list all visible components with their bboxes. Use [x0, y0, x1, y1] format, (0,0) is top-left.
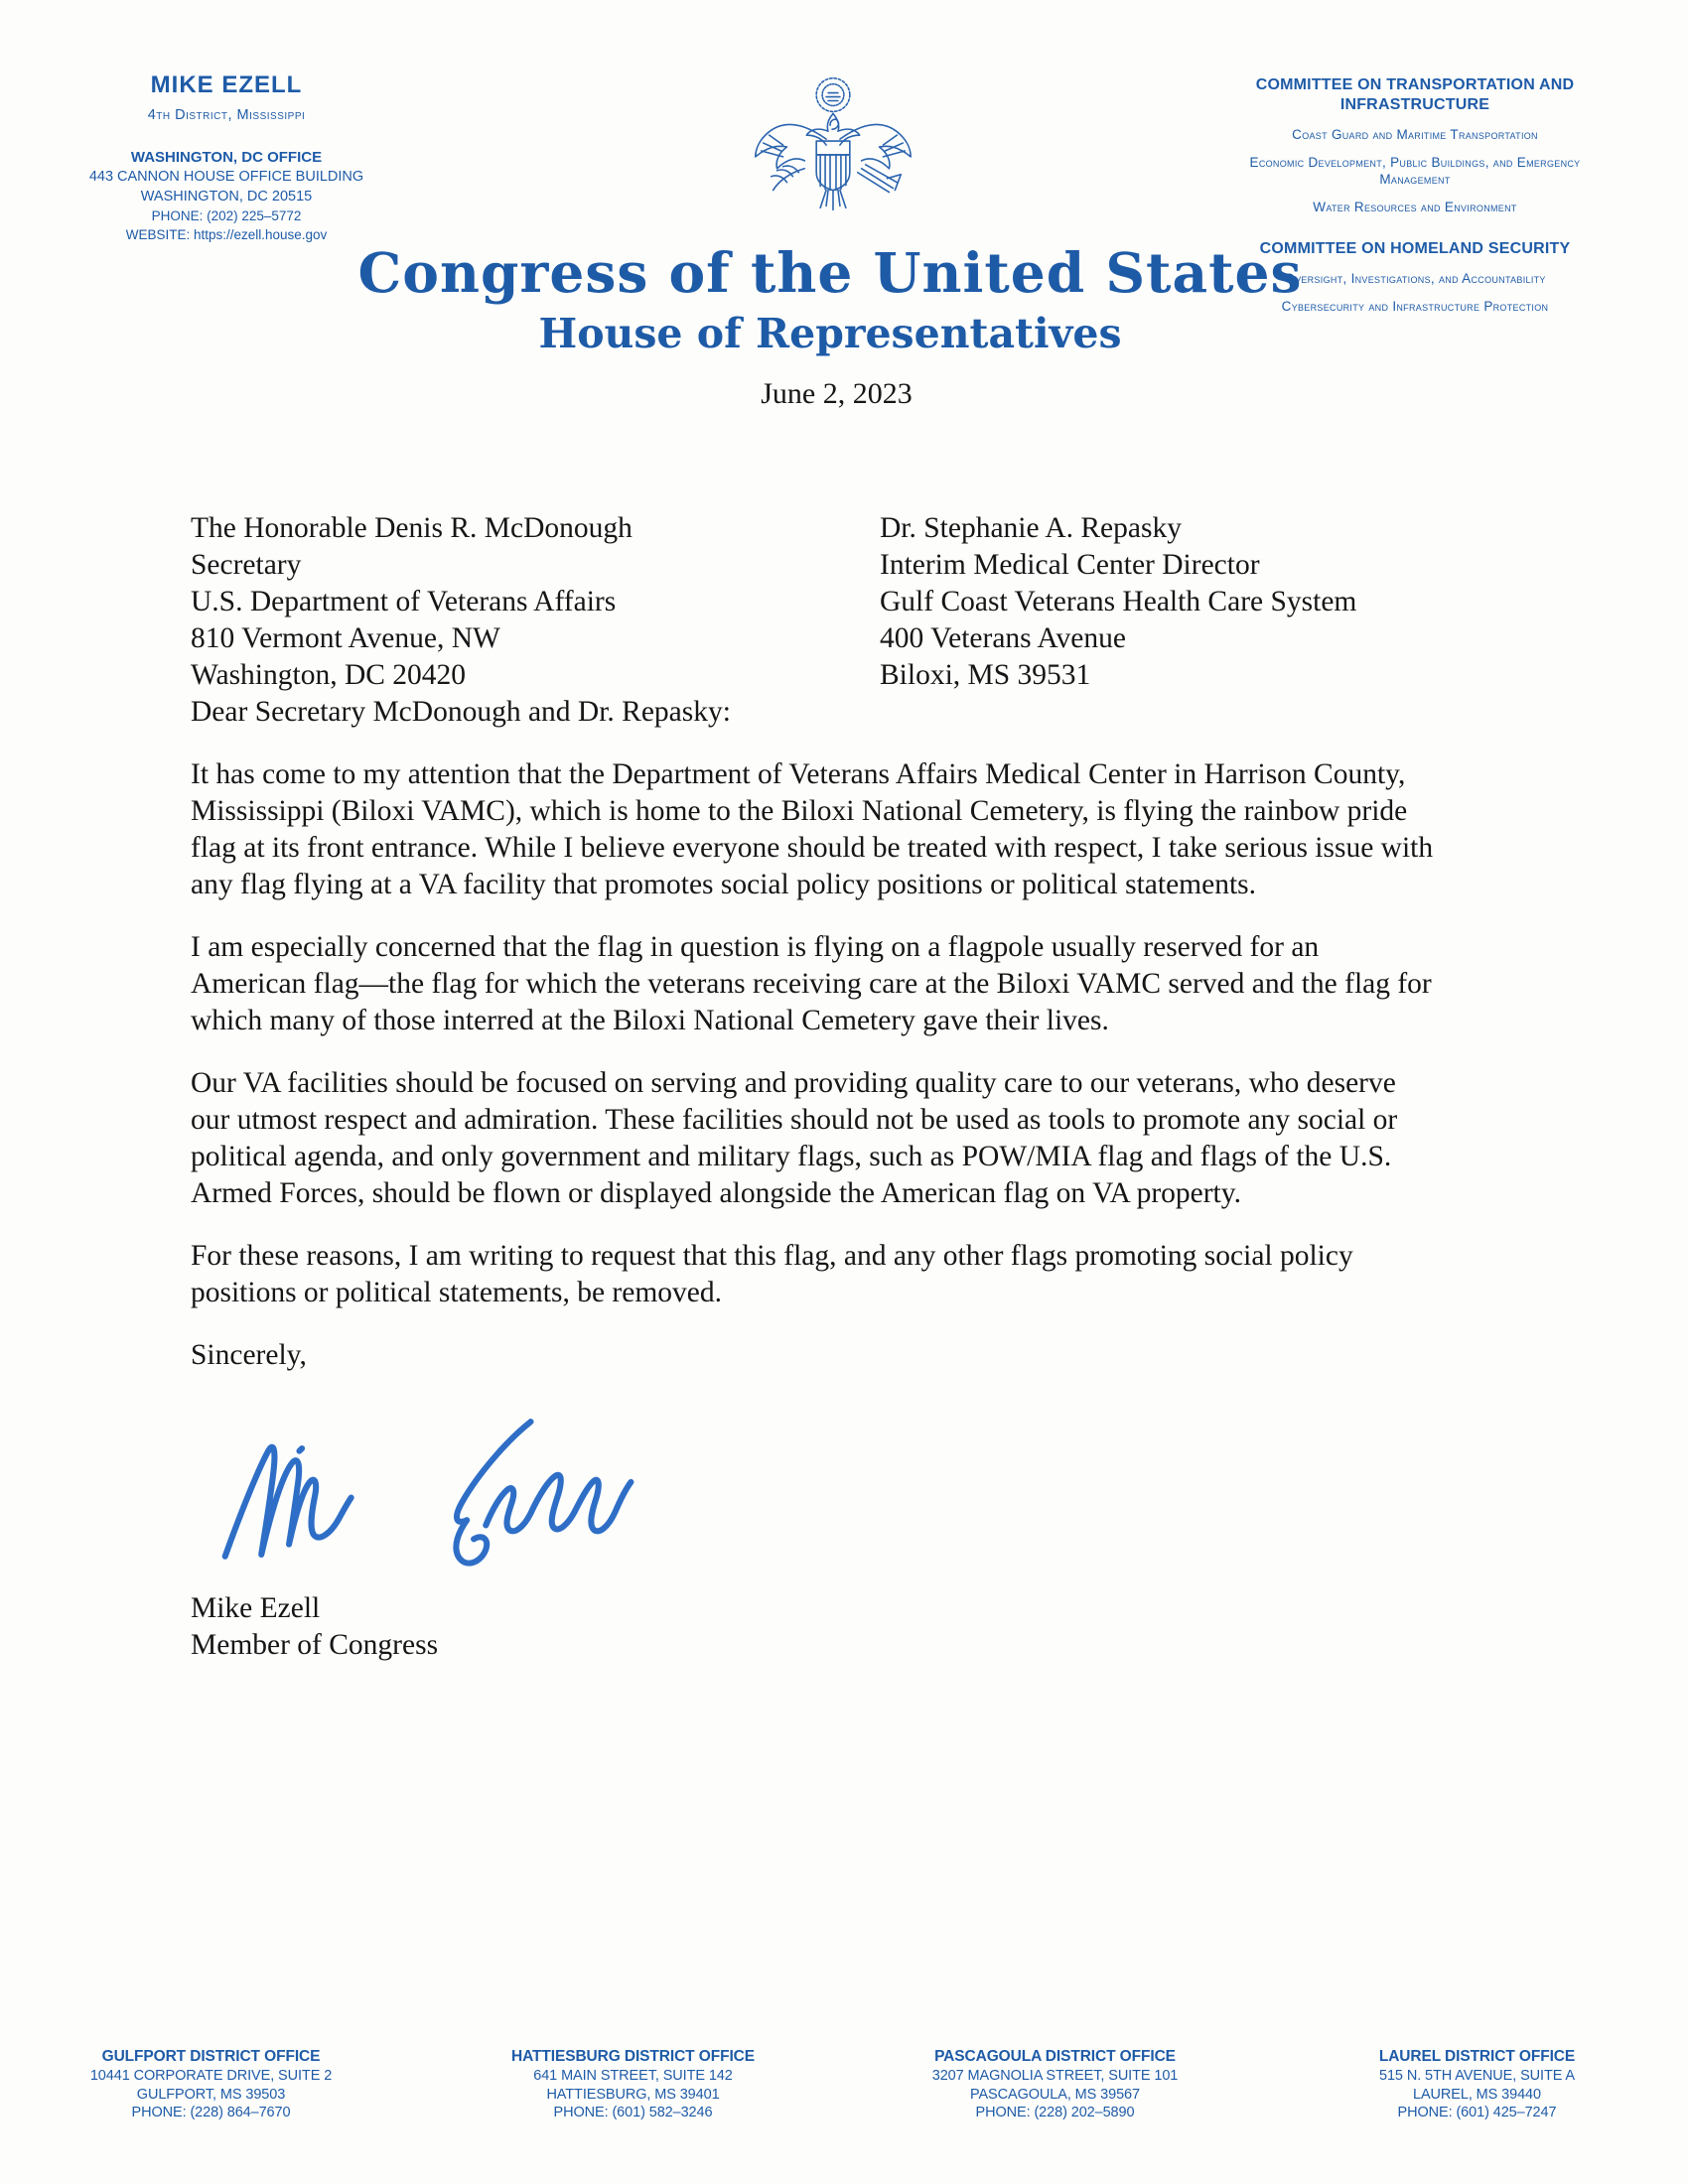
signer-name: Mike Ezell: [191, 1592, 321, 1624]
signer-title: Member of Congress: [191, 1629, 439, 1661]
recipient-line: 810 Vermont Avenue, NW: [191, 622, 500, 654]
body-paragraph: For these reasons, I am writing to request that this flag, and any other flags promoting social policy positions or political statements, be removed.: [191, 1240, 1353, 1308]
member-district: 4th District, Mississippi: [147, 107, 306, 123]
office-name: PASCAGOULA DISTRICT OFFICE: [934, 2048, 1176, 2065]
recipient-line: The Honorable Denis R. McDonough: [191, 512, 633, 544]
salutation: Dear Secretary McDonough and Dr. Repasky:: [191, 696, 731, 728]
recipient-line: 400 Veterans Avenue: [880, 622, 1126, 654]
subcommittee-item: Coast Guard and Maritime Transportation: [1292, 127, 1538, 142]
letterhead-titles: [0, 242, 1660, 357]
recipient-repasky: [880, 510, 1356, 694]
office-name: GULFPORT DISTRICT OFFICE: [101, 2048, 321, 2065]
body-paragraph: I am especially concerned that the flag in question is flying on a flagpole usually reserved for an American flag—the flag for which the veterans receiving care at the Biloxi VAMC served and the flag for which many of those interred at the Biloxi National Cemetery gave their lives.: [191, 931, 1432, 1036]
subcommittee-item: Cybersecurity and Infrastructure Protection: [1281, 299, 1549, 314]
chamber-title: House of Representatives: [538, 310, 1122, 357]
office-address-2: PASCAGOULA, MS 39567: [969, 2086, 1140, 2103]
member-letterhead: [38, 71, 415, 243]
letter-body: [191, 510, 1437, 1664]
recipient-line: Gulf Coast Veterans Health Care System: [880, 586, 1357, 617]
office-address-1: 3207 MAGNOLIA STREET, SUITE 101: [931, 2068, 1179, 2084]
office-phone: PHONE: (601) 582–3246: [553, 2105, 713, 2120]
district-office-gulfport: [0, 2047, 422, 2122]
office-address-2: HATTIESBURG, MS 39401: [546, 2086, 720, 2103]
closing-sincerely: Sincerely,: [191, 1339, 307, 1371]
district-office-pascagoula: [844, 2047, 1266, 2122]
recipient-line: U.S. Department of Veterans Affairs: [191, 586, 617, 617]
dc-office-website: WEBSITE: https://ezell.house.gov: [125, 227, 328, 242]
dc-office-heading: WASHINGTON, DC OFFICE: [130, 149, 323, 166]
mike-ezell-signature-icon: [191, 1400, 1437, 1590]
member-name: MIKE EZELL: [150, 71, 303, 98]
dc-office-address-2: WASHINGTON, DC 20515: [140, 189, 313, 205]
recipient-blocks: [191, 510, 1437, 694]
subcommittee-item: Water Resources and Environment: [1313, 200, 1517, 214]
great-seal-icon: [740, 66, 926, 232]
office-name: LAUREL DISTRICT OFFICE: [1378, 2048, 1576, 2065]
congress-title: Congress of the United States: [357, 240, 1303, 305]
district-office-laurel: [1266, 2047, 1688, 2122]
body-paragraph: It has come to my attention that the Department of Veterans Affairs Medical Center in Harrison County, Mississippi (Biloxi VAMC), which is home to the Biloxi National Cemetery, is flying the rainbow pride flag at its front entrance. While I believe everyone should be treated with respect, I take serious issue with any flag flying at a VA facility that promotes social policy positions or political statements.: [191, 758, 1434, 900]
recipient-line: Secretary: [191, 549, 302, 581]
letter-date: June 2, 2023: [761, 377, 913, 410]
committee-transportation: [1226, 75, 1604, 215]
office-name: HATTIESBURG DISTRICT OFFICE: [510, 2048, 755, 2065]
office-address-1: 515 N. 5TH AVENUE, SUITE A: [1379, 2068, 1575, 2084]
office-phone: PHONE: (601) 425–7247: [1397, 2105, 1557, 2120]
office-phone: PHONE: (228) 864–7670: [131, 2105, 291, 2120]
office-address-1: 10441 CORPORATE DRIVE, SUITE 2: [89, 2068, 333, 2084]
recipient-line: Biloxi, MS 39531: [880, 659, 1091, 691]
office-address-1: 641 MAIN STREET, SUITE 142: [533, 2068, 733, 2084]
recipient-mcdonough: [191, 510, 880, 694]
dc-office-phone: PHONE: (202) 225–5772: [151, 208, 302, 223]
district-office-hattiesburg: [422, 2047, 844, 2122]
committee-name: COMMITTEE ON TRANSPORTATION AND INFRASTRUCTURE: [1255, 76, 1575, 113]
subcommittee-item: Oversight, Investigations, and Accountability: [1284, 271, 1546, 286]
recipient-line: Washington, DC 20420: [191, 659, 467, 691]
recipient-line: Interim Medical Center Director: [880, 549, 1260, 581]
recipient-line: Dr. Stephanie A. Repasky: [880, 512, 1182, 544]
district-offices-footer: [0, 2047, 1688, 2122]
office-phone: PHONE: (228) 202–5890: [975, 2105, 1135, 2120]
office-address-2: LAUREL, MS 39440: [1413, 2086, 1541, 2103]
office-address-2: GULFPORT, MS 39503: [136, 2086, 286, 2103]
subcommittee-item: Economic Development, Public Buildings, and Emergency Management: [1249, 155, 1581, 187]
dc-office-address-1: 443 CANNON HOUSE OFFICE BUILDING: [88, 169, 364, 185]
committee-name: COMMITTEE ON HOMELAND SECURITY: [1259, 240, 1571, 257]
body-paragraph: Our VA facilities should be focused on serving and providing quality care to our veterans, who deserve our utmost respect and admiration. These facilities should not be used as tools to promote any social or political agenda, and only government and military flags, such as POW/MIA flag and flags of the U.S. Armed Forces, should be flown or displayed alongside the American flag on VA property.: [191, 1067, 1398, 1209]
